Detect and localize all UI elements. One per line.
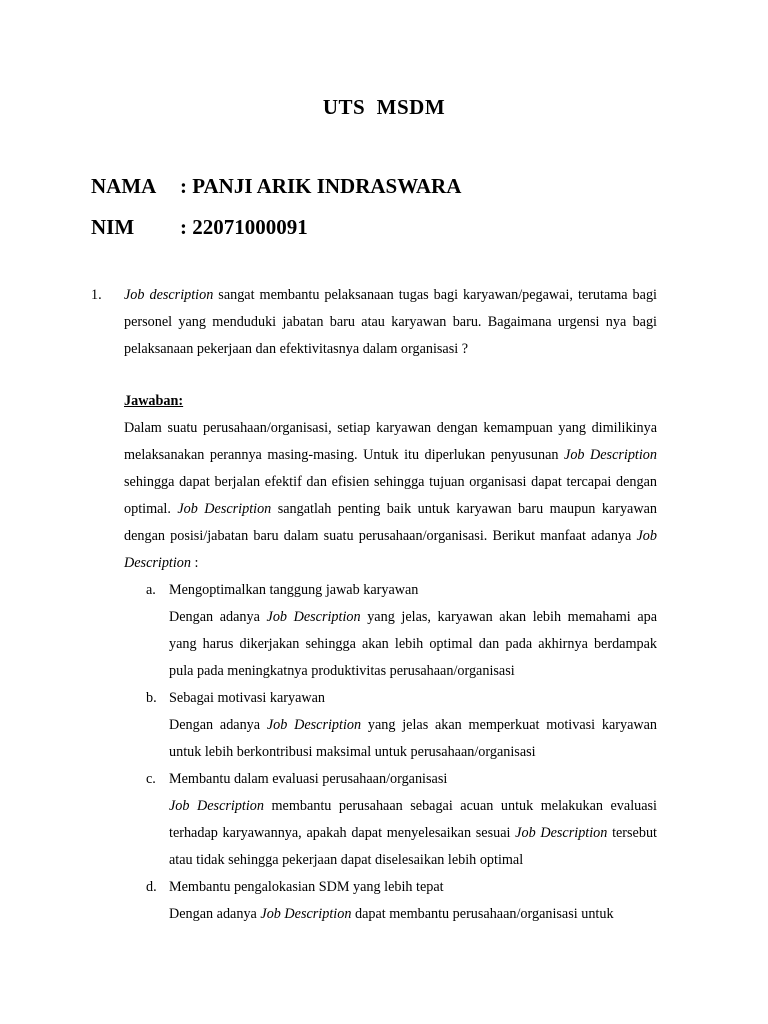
intro-term-1: Job Description — [564, 447, 657, 463]
desc-term: Job Description — [266, 717, 362, 733]
list-item-description — [169, 712, 657, 766]
list-item-description — [169, 604, 657, 685]
desc-text: Dengan adanya — [169, 906, 261, 922]
list-item-a — [124, 577, 657, 685]
desc-term: Job Description — [260, 906, 352, 922]
question-1 — [91, 282, 657, 363]
list-item-title: Membantu pengalokasian SDM yang lebih tepat — [169, 879, 444, 895]
desc-text: dapat membantu perusahaan/organisasi untuk — [351, 906, 614, 922]
question-number: 1. — [91, 287, 102, 303]
desc-text: yang jelas akan memperkuat motivasi karyawan untuk lebih berkontribusi maksimal untuk perusahaan/organisasi — [169, 717, 657, 760]
list-item-description — [169, 901, 657, 928]
list-letter: c. — [146, 771, 156, 787]
list-item-b — [124, 685, 657, 766]
desc-text: yang jelas, karyawan akan lebih memahami apa yang harus dikerjakan sehingga akan lebih optimal dan pada akhirnya berdampak pula pada meningkatnya produktivitas perusahaan/organisasi — [169, 609, 658, 679]
intro-text-1: Dalam suatu perusahaan/organisasi, setiap karyawan dengan kemampuan yang dimilikinya melaksanakan perannya masing-masing. Untuk itu diperlukan penyusunan — [124, 420, 657, 463]
name-label: NAMA — [91, 174, 157, 198]
question-body: sangat membantu pelaksanaan tugas bagi karyawan/pegawai, terutama bagi personel yang menduduki jabatan baru atau karyawan baru. Bagaimana urgensi nya bagi pelaksanaan pekerjaan dan efektivitasnya dalam organisasi ? — [124, 287, 657, 357]
question-text — [124, 282, 657, 363]
desc-text: Dengan adanya — [169, 609, 267, 625]
intro-text-2: sehingga dapat berjalan efektif dan efisien sehingga tujuan organisasi dapat tercapai dengan optimal. — [124, 474, 657, 517]
answer-intro — [124, 415, 657, 577]
desc-term: Job Description — [169, 798, 264, 814]
name-row — [91, 174, 461, 199]
question-term: Job description — [124, 287, 214, 303]
list-item-c — [124, 766, 657, 874]
desc-text: membantu perusahaan sebagai acuan untuk melakukan evaluasi terhadap karyawannya, apakah dapat menyelesaikan sesuai — [169, 798, 657, 841]
list-letter: a. — [146, 582, 156, 598]
intro-term-3: Job Description — [124, 528, 657, 571]
answer-section — [124, 388, 657, 928]
list-letter: b. — [146, 690, 157, 706]
intro-term-2: Job Description — [177, 501, 272, 517]
document-title: UTS MSDM — [322, 95, 446, 119]
list-item-title: Membantu dalam evaluasi perusahaan/organisasi — [169, 771, 448, 787]
answer-heading: Jawaban: — [124, 393, 184, 409]
desc-text: Dengan adanya — [169, 717, 267, 733]
nim-label: NIM — [91, 215, 135, 239]
list-item-description — [169, 793, 657, 874]
list-item-title: Mengoptimalkan tanggung jawab karyawan — [169, 582, 419, 598]
list-letter: d. — [146, 879, 157, 895]
list-item-title: Sebagai motivasi karyawan — [169, 690, 326, 706]
desc-term: Job Description — [515, 825, 608, 841]
name-value: : PANJI ARIK INDRASWARA — [180, 174, 462, 198]
intro-text-3: sangatlah penting baik untuk karyawan baru maupun karyawan dengan posisi/jabatan baru dalam suatu perusahaan/organisasi. Berikut manfaat adanya — [124, 501, 657, 544]
nim-row — [91, 215, 308, 240]
desc-term: Job Description — [266, 609, 361, 625]
nim-value: : 22071000091 — [180, 215, 308, 239]
list-item-d — [124, 874, 657, 928]
intro-text-4: : — [191, 555, 199, 571]
desc-text: tersebut atau tidak sehingga pekerjaan dapat diselesaikan lebih optimal — [169, 825, 657, 868]
